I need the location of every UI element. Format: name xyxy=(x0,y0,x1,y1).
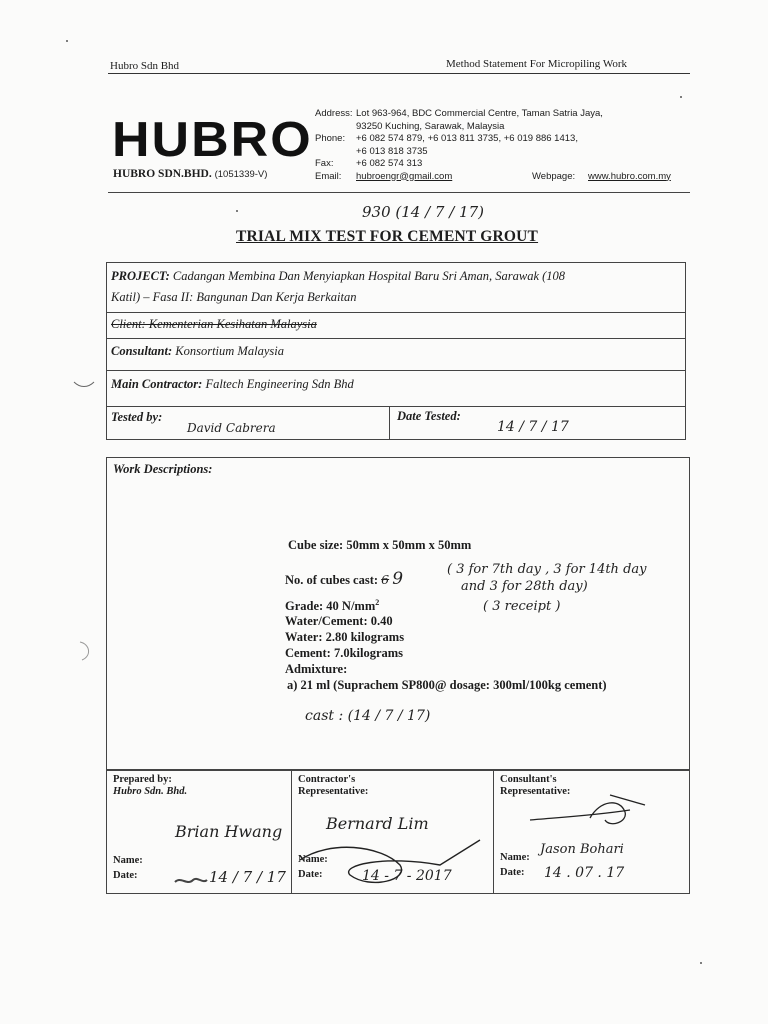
project-info-table xyxy=(106,262,686,440)
tested-by-label: Tested by: xyxy=(111,410,163,424)
fax-label: Fax: xyxy=(315,158,334,169)
address-line-1: Lot 963-964, BDC Commercial Centre, Taman Satria Jaya, xyxy=(356,108,603,119)
cast-date-note: cast : (14 / 7 / 17) xyxy=(305,708,431,724)
contractor-rep-signature: Bernard Lim xyxy=(326,814,429,833)
prepared-by-company: Hubro Sdn. Bhd. xyxy=(113,786,188,797)
contractor-name-label: Name: xyxy=(298,854,328,865)
grade-superscript: 2 xyxy=(375,598,380,607)
document-title: TRIAL MIX TEST FOR CEMENT GROUT xyxy=(236,228,539,245)
cubes-note-line-1: ( 3 for 7th day , 3 for 14th day xyxy=(447,562,647,577)
consultant-rep-label-line-2: Representative: xyxy=(500,786,571,797)
phone-label: Phone: xyxy=(315,133,346,144)
webpage-link[interactable]: www.hubro.com.my xyxy=(588,170,671,182)
handwritten-reference-note: 930 (14 / 7 / 17) xyxy=(362,203,484,221)
scan-speck xyxy=(66,40,68,42)
consultant-date-label: Date: xyxy=(500,867,525,878)
cement-amount: Cement: 7.0kilograms xyxy=(285,646,404,660)
project-name-line-2: Katil) – Fasa II: Bangunan Dan Kerja Berkaitan xyxy=(111,290,357,304)
header-divider xyxy=(108,73,690,74)
scan-speck xyxy=(700,962,702,964)
email-label: Email: xyxy=(315,170,342,182)
consultant-row xyxy=(107,339,685,371)
prepared-by-label: Prepared by: xyxy=(113,774,172,785)
prepared-date-value: 14 / 7 / 17 xyxy=(209,868,286,886)
webpage-label: Webpage: xyxy=(532,170,576,182)
consultant-date-value: 14 . 07 . 17 xyxy=(544,865,625,881)
grade xyxy=(285,598,379,614)
work-description-box xyxy=(106,457,690,770)
running-header-right: Method Statement For Micropiling Work xyxy=(446,58,628,70)
prepared-by-signature: Brian Hwang xyxy=(175,822,283,841)
client-value: Client: Kementerian Kesihatan Malaysia xyxy=(111,317,317,331)
address-label: Address: xyxy=(315,108,353,119)
cubes-cast-handwritten-note xyxy=(447,561,646,615)
cubes-cast-struck-value: 6 xyxy=(381,572,390,587)
grade-value: Grade: 40 N/mm xyxy=(285,599,376,614)
client-row xyxy=(107,313,685,339)
contractor-rep-label-line-2: Representative: xyxy=(298,786,369,797)
water-amount: Water: 2.80 kilograms xyxy=(285,630,405,644)
cubes-cast-line xyxy=(285,569,403,589)
phone-line-2: +6 013 818 3735 xyxy=(356,145,428,157)
contractor-signature-stroke xyxy=(290,835,490,895)
contractor-rep-title xyxy=(298,774,368,798)
cubes-note-line-3: ( 3 receipt ) xyxy=(483,599,561,614)
consultant-signature-stroke xyxy=(520,790,660,840)
letterhead-divider xyxy=(108,192,690,193)
date-ink-smudge xyxy=(173,872,209,890)
scan-speck xyxy=(680,96,682,98)
prepared-by-title xyxy=(113,774,187,798)
cubes-cast-value: 9 xyxy=(392,569,404,589)
tested-row xyxy=(107,407,685,440)
fax-number: +6 082 574 313 xyxy=(356,158,423,169)
water-cement-ratio: Water/Cement: 0.40 xyxy=(285,614,393,628)
tested-by-signature: David Cabrera xyxy=(187,421,276,435)
main-contractor-value: Faltech Engineering Sdn Bhd xyxy=(205,377,354,391)
consultant-value: Konsortium Malaysia xyxy=(175,344,284,358)
prepared-date-label: Date: xyxy=(113,870,138,881)
margin-punch-mark-2 xyxy=(76,640,96,662)
scan-speck xyxy=(236,210,238,212)
contractor-date-label: Date: xyxy=(298,869,323,880)
margin-punch-mark xyxy=(72,380,96,390)
consultant-name-label: Name: xyxy=(500,852,530,863)
cubes-note-line-2: and 3 for 28th day) xyxy=(461,579,588,594)
main-contractor-label: Main Contractor: xyxy=(111,377,203,391)
consultant-label: Consultant: xyxy=(111,344,173,358)
company-name: HUBRO SDN.BHD. xyxy=(113,168,212,180)
running-header-left: Hubro Sdn Bhd xyxy=(110,60,180,72)
cubes-cast-label: No. of cubes cast: xyxy=(285,573,379,587)
address-block xyxy=(315,108,695,183)
contractor-rep-label-line-1: Contractor's xyxy=(298,774,356,785)
admixture-label: Admixture: xyxy=(285,662,348,676)
address-line-2: 93250 Kuching, Sarawak, Malaysia xyxy=(356,120,505,132)
project-row xyxy=(107,263,685,313)
work-descriptions-heading: Work Descriptions: xyxy=(113,462,213,476)
company-reg-number: (1051339-V) xyxy=(214,169,268,180)
consultant-rep-label-line-1: Consultant's xyxy=(500,774,557,785)
cube-size: Cube size: 50mm x 50mm x 50mm xyxy=(288,538,472,552)
project-label: PROJECT: xyxy=(111,269,170,283)
email-link[interactable]: hubroengr@gmail.com xyxy=(356,170,453,182)
contractor-date-value: 14 - 7 - 2017 xyxy=(362,868,452,884)
prepared-name-label: Name: xyxy=(113,855,143,866)
consultant-rep-name: Jason Bohari xyxy=(540,842,624,857)
admixture-item-a: a) 21 ml (Suprachem SP800@ dosage: 300ml/100kg cement) xyxy=(287,678,607,692)
company-name-line xyxy=(113,168,267,180)
company-logo: HUBRO xyxy=(112,112,313,168)
date-tested-value: 14 / 7 / 17 xyxy=(497,419,569,435)
project-name-line-1: Cadangan Membina Dan Menyiapkan Hospital Baru Sri Aman, Sarawak (108 xyxy=(172,269,566,283)
tested-row-divider xyxy=(389,407,390,440)
phone-line-1: +6 082 574 879, +6 013 811 3735, +6 019 886 1413, xyxy=(356,133,578,144)
main-contractor-row xyxy=(107,371,685,407)
date-tested-label: Date Tested: xyxy=(397,409,461,423)
